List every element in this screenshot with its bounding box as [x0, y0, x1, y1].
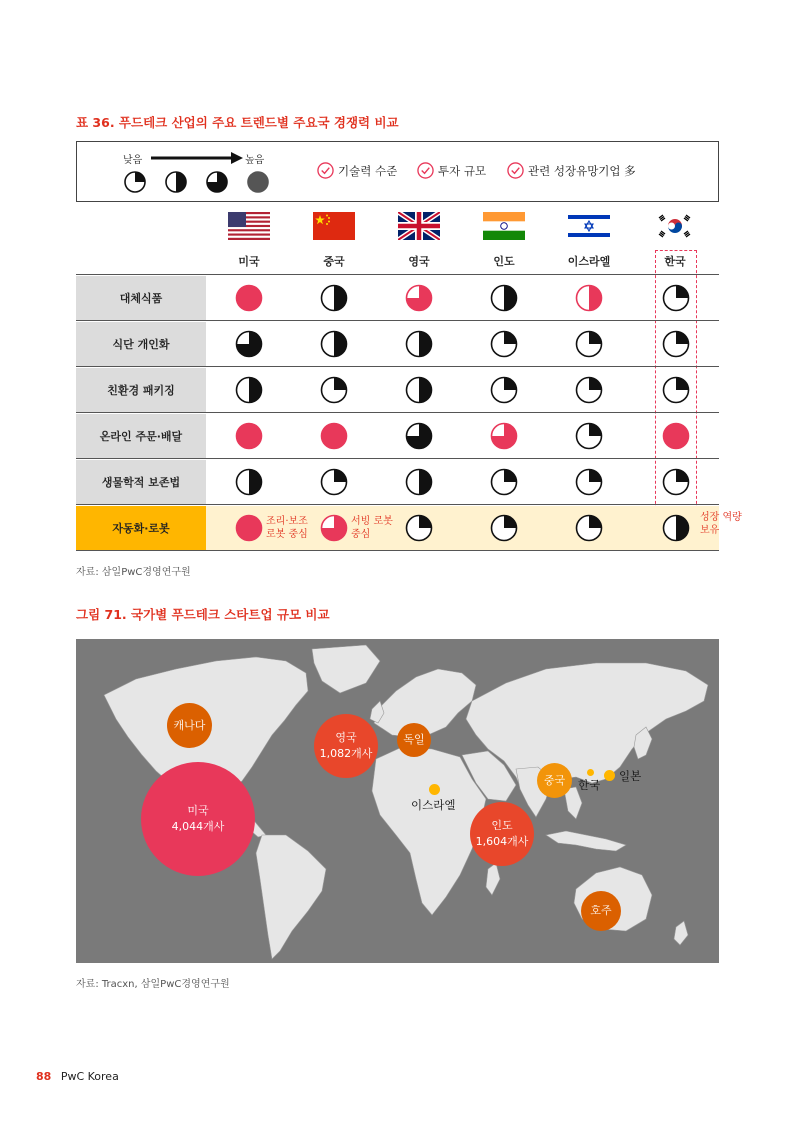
bubble-china — [537, 763, 572, 798]
bubble-canada — [167, 703, 212, 748]
table-source: 자료: 삼일PwC경영연구원 — [76, 567, 191, 578]
row-label: 식단 개인화 — [76, 322, 206, 366]
flag-in-icon — [483, 212, 525, 240]
bubble-country: 미국 — [187, 804, 209, 817]
level-icon-in — [490, 376, 518, 404]
legend-item-label: 관련 성장유망기업 多 — [528, 163, 636, 178]
country-name-us: 미국 — [238, 255, 260, 268]
bubble-country: 호주 — [590, 904, 612, 917]
bubble-australia — [581, 891, 621, 931]
check-circle-icon — [417, 162, 434, 179]
table-title: 표 36. 푸드테크 산업의 주요 트렌드별 주요국 경쟁력 비교 — [76, 115, 399, 130]
level-icon-kr — [662, 376, 690, 404]
bubble-country: 인도 — [491, 819, 513, 832]
level-icon-uk — [405, 514, 433, 542]
level-icon-us — [235, 422, 263, 450]
level-icon-in — [490, 284, 518, 312]
bubble-uk — [314, 714, 378, 778]
legend-high-label: 높음 — [245, 155, 265, 166]
level-icon-cn — [320, 468, 348, 496]
row-note: 조리·보조 로봇 중심 — [266, 516, 308, 540]
legend-item-tech — [317, 162, 397, 179]
legend-item-invest — [417, 162, 486, 179]
level-icon-cn — [320, 514, 348, 542]
row-label: 온라인 주문·배달 — [76, 414, 206, 458]
level-icon-il — [575, 514, 603, 542]
legend-level-icons — [123, 170, 273, 194]
level-icon-kr — [662, 468, 690, 496]
level-icon-il — [575, 284, 603, 312]
country-name-cn: 중국 — [323, 255, 345, 268]
row-divider — [76, 550, 719, 551]
bubble-country: 중국 — [543, 773, 566, 787]
level-icon-il — [575, 422, 603, 450]
world-map — [76, 639, 719, 963]
bubble-count: 1,082개사 — [319, 747, 373, 760]
bubble-germany — [397, 723, 431, 757]
flag-cn-icon — [313, 212, 355, 240]
page-number: 88 — [36, 1070, 52, 1083]
legend-box — [76, 141, 719, 202]
row-label: 생물학적 보존법 — [76, 460, 206, 504]
bubble-usa — [141, 762, 255, 876]
row-divider — [76, 366, 719, 367]
level-icon-us — [235, 468, 263, 496]
label-korea: 한국 — [578, 778, 601, 792]
bubble-count: 1,604개사 — [475, 835, 529, 848]
bubble-country: 영국 — [335, 731, 357, 744]
level-icon-il — [575, 330, 603, 358]
bubble-india — [470, 802, 534, 866]
level-icon-us — [235, 284, 263, 312]
level-icon-cn — [320, 330, 348, 358]
map-source: 자료: Tracxn, 삼일PwC경영연구원 — [76, 979, 230, 990]
level-icon-uk — [405, 422, 433, 450]
row-divider — [76, 412, 719, 413]
level-icon-kr — [662, 514, 690, 542]
country-name-uk: 영국 — [408, 255, 430, 268]
level-icon-cn — [320, 284, 348, 312]
flag-kr-icon — [654, 212, 696, 240]
level-icon-kr — [662, 330, 690, 358]
level-icon-uk — [405, 376, 433, 404]
dot-japan — [604, 770, 615, 781]
level-icon-in — [490, 468, 518, 496]
level-icon-kr — [662, 284, 690, 312]
level-icon-il — [575, 468, 603, 496]
bubble-count: 4,044개사 — [171, 820, 225, 833]
row-label: 대체식품 — [76, 276, 206, 320]
level-icon-kr — [662, 422, 690, 450]
bubble-country: 캐나다 — [173, 718, 206, 732]
level-icon-in — [490, 330, 518, 358]
level-icon-uk — [405, 330, 433, 358]
flag-il-icon — [568, 212, 610, 240]
footer-brand: PwC Korea — [60, 1070, 119, 1083]
level-icon-us — [235, 330, 263, 358]
level-icon-us — [235, 514, 263, 542]
level-icon-il — [575, 376, 603, 404]
legend-item-startups — [507, 162, 636, 179]
row-divider — [76, 320, 719, 321]
legend-low-label: 낮음 — [123, 155, 143, 166]
bubble-country: 독일 — [403, 733, 425, 746]
dot-israel — [429, 784, 440, 795]
row-note: 서빙 로봇 중심 — [351, 516, 393, 540]
flag-us-icon — [228, 212, 270, 240]
level-icon-uk — [405, 468, 433, 496]
row-divider — [76, 504, 719, 505]
check-circle-icon — [317, 162, 334, 179]
row-label: 친환경 패키징 — [76, 368, 206, 412]
level-icon-cn — [320, 376, 348, 404]
flag-uk-icon — [398, 212, 440, 240]
arrow-right-icon — [151, 152, 243, 164]
country-name-in: 인도 — [493, 255, 515, 268]
label-japan: 일본 — [619, 769, 642, 783]
level-icon-in — [490, 514, 518, 542]
row-label: 자동화·로봇 — [76, 506, 206, 550]
level-icon-us — [235, 376, 263, 404]
table-top-line — [76, 274, 719, 275]
level-icon-cn — [320, 422, 348, 450]
label-israel: 이스라엘 — [411, 798, 456, 812]
dot-korea — [587, 769, 594, 776]
check-circle-icon — [507, 162, 524, 179]
country-name-il: 이스라엘 — [567, 255, 611, 268]
map-title: 그림 71. 국가별 푸드테크 스타트업 규모 비교 — [76, 607, 330, 622]
level-icon-in — [490, 422, 518, 450]
legend-item-label: 투자 규모 — [438, 163, 487, 178]
country-name-kr: 한국 — [664, 255, 686, 268]
row-divider — [76, 458, 719, 459]
level-icon-uk — [405, 284, 433, 312]
legend-item-label: 기술력 수준 — [338, 163, 398, 178]
page-footer — [36, 1070, 119, 1083]
korea-side-note: 성장 역량 보유 — [700, 512, 742, 536]
